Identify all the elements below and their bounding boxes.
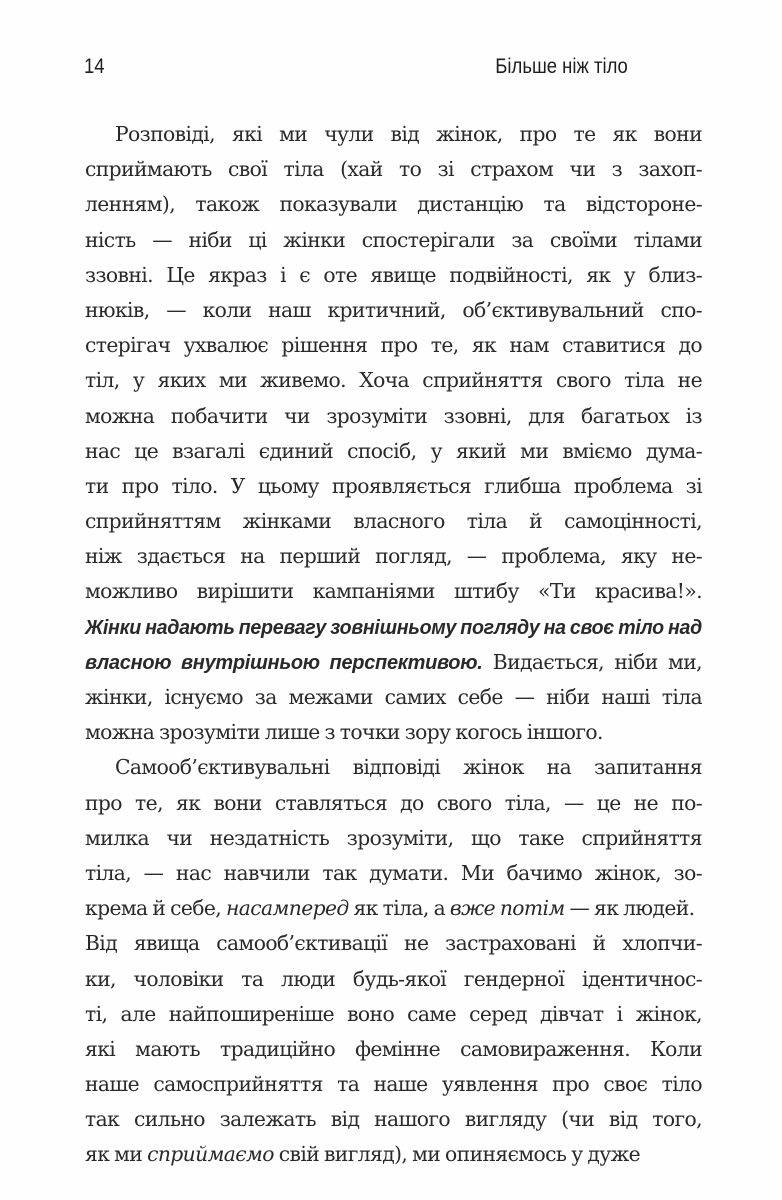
text-line: [85, 715, 702, 750]
text-line: [85, 328, 702, 363]
book-title: Більше ніж тіло: [495, 55, 628, 78]
text-segment: ніж здається на перший погляд, — проблема, яку не-: [85, 544, 702, 569]
text-line: [85, 610, 702, 645]
text-line: [85, 786, 702, 821]
text-line: [85, 1102, 702, 1137]
text-segment: нюків, — коли наш критичний, об’єктивувальний спо-: [85, 297, 702, 322]
body-text: [85, 117, 702, 1173]
text-segment: сприймають свої тіла (хай то зі страхом чи з захоп-: [85, 157, 702, 182]
emphasis-text: насамперед: [226, 896, 349, 921]
text-segment: сприйняттям жінками власного тіла й самоцінності,: [85, 509, 702, 534]
text-line: [85, 1067, 702, 1102]
text-segment: милка чи нездатність зрозуміти, що таке сприйняття: [85, 825, 702, 850]
text-line: [85, 574, 702, 609]
text-segment: які мають традиційно фемінне самовираження. Коли: [85, 1036, 702, 1061]
emphasis-text: власною внутрішньою перспективою.: [85, 651, 483, 674]
text-segment: ззовні. Це якраз і є оте явище подвійності, як у близ-: [85, 262, 702, 287]
text-segment: можливо вирішити кампаніями штибу «Ти красива!».: [85, 579, 702, 604]
text-segment: стерігач ухвалює рішення про те, як нам ставитися до: [85, 333, 702, 358]
text-line: [85, 997, 702, 1032]
text-segment: Від явища самооб’єктивації не застраховані й хлопчи-: [85, 931, 702, 956]
text-line: [85, 187, 702, 222]
text-segment: наше самосприйняття та наше уявлення про своє тіло: [85, 1072, 702, 1097]
emphasis-text: вже потім: [449, 896, 565, 921]
text-line: [85, 293, 702, 328]
text-line: [85, 434, 702, 469]
text-segment: ленням), також показували дистанцію та відстороне-: [85, 192, 702, 217]
text-line: [85, 469, 702, 504]
text-segment: крема й себе,: [85, 896, 227, 921]
text-segment: ність — ніби ці жінки спостерігали за своїми тілами: [85, 227, 702, 252]
text-segment: так сильно залежать від нашого вигляду (чи від того,: [85, 1107, 702, 1132]
text-segment: можна побачити чи зрозуміти ззовні, для багатьох із: [85, 403, 702, 428]
text-segment: ки, чоловіки та люди будь-якої гендерної ідентичнос-: [85, 966, 702, 991]
text-segment: свій вигляд), ми опиняємось у дуже: [273, 1142, 641, 1167]
page-number: 14: [84, 55, 105, 78]
text-line: [85, 680, 702, 715]
text-segment: тіл, у яких ми живемо. Хоча сприйняття свого тіла не: [85, 368, 702, 393]
text-line: [85, 223, 702, 258]
text-segment: Самооб’єктивувальні відповіді жінок на запитання: [115, 755, 702, 780]
text-segment: жінки, існуємо за межами самих себе — ніби наші тіла: [85, 685, 702, 709]
text-line: [85, 1137, 702, 1172]
running-head: [84, 52, 628, 82]
emphasis-text: Жінки надають перевагу зовнішньому погляду на своє тіло над: [85, 616, 702, 639]
text-line: [85, 504, 702, 539]
text-line: [85, 926, 702, 961]
text-line: [85, 891, 702, 926]
text-line: [85, 645, 702, 680]
text-line: [85, 152, 702, 187]
text-line: [85, 750, 702, 785]
text-segment: ти про тіло. У цьому проявляється глибша проблема зі: [85, 473, 702, 498]
text-line: [85, 539, 702, 574]
text-line: [85, 962, 702, 997]
text-segment: тіла, — нас навчили так думати. Ми бачимо жінок, зо-: [85, 860, 702, 885]
text-segment: — як людей.: [564, 896, 695, 921]
text-line: [85, 399, 702, 434]
text-line: [85, 1032, 702, 1067]
text-segment: можна зрозуміти лише з точки зору когось іншого.: [85, 720, 603, 745]
text-segment: нас це взагалі єдиний спосіб, у який ми вміємо дума-: [85, 438, 702, 463]
text-line: [85, 821, 702, 856]
text-line: [85, 117, 702, 152]
text-segment: Розповіді, які ми чули від жінок, про те як вони: [115, 122, 702, 146]
text-segment: Видається, ніби ми,: [482, 649, 702, 674]
text-line: [85, 363, 702, 398]
text-segment: про те, як вони ставляться до свого тіла, — це не по-: [85, 790, 702, 815]
text-segment: як тіла, а: [348, 896, 450, 921]
text-line: [85, 856, 702, 891]
emphasis-text: сприймаємо: [147, 1142, 274, 1167]
text-segment: ті, але найпоширеніше воно саме серед дівчат і жінок,: [85, 1001, 702, 1026]
text-segment: як ми: [85, 1142, 148, 1167]
text-line: [85, 258, 702, 293]
